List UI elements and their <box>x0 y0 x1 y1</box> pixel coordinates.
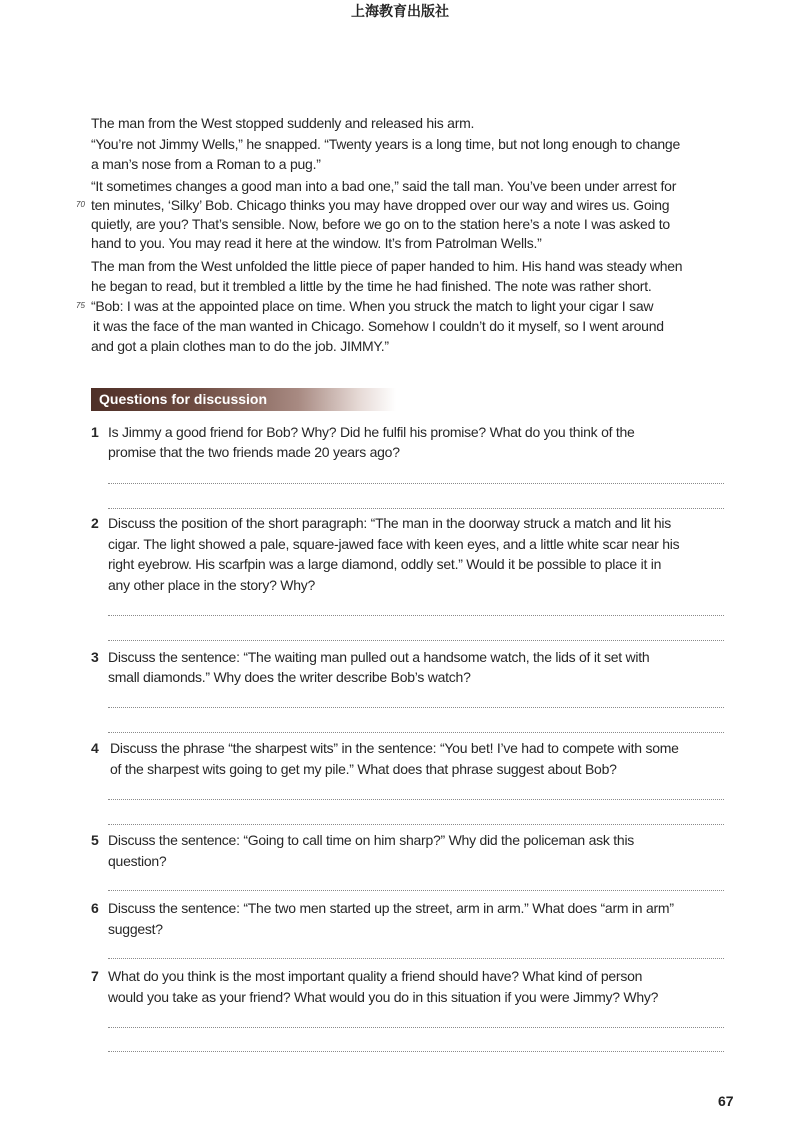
passage-line: quietly, are you? That’s sensible. Now, before we go on to the station here’s a note I was asked to <box>91 216 670 232</box>
line-number-marker: 70 <box>76 200 85 209</box>
question-text-line: What do you think is the most important quality a friend should have? What kind of person <box>108 968 643 984</box>
question-text-line: suggest? <box>108 921 163 937</box>
question-text-line: Discuss the sentence: “Going to call time on him sharp?” Why did the policeman ask this <box>108 832 635 848</box>
passage-line: “It sometimes changes a good man into a bad one,” said the tall man. You’ve been under arrest for <box>91 178 677 194</box>
passage-line: “You’re not Jimmy Wells,” he snapped. “Twenty years is a long time, but not long enough to change <box>91 136 680 152</box>
question-text-line: Is Jimmy a good friend for Bob? Why? Did he fulfil his promise? What do you think of the <box>108 424 635 440</box>
question-text-line: would you take as your friend? What would you do in this situation if you were Jimmy? Why? <box>108 989 659 1005</box>
question-text-line: right eyebrow. His scarfpin was a large diamond, oddly set.” Would it be possible to place it in <box>108 556 662 572</box>
question-text-line: question? <box>108 853 167 869</box>
passage-line: a man’s nose from a Roman to a pug.” <box>91 156 321 172</box>
answer-line <box>108 615 724 616</box>
answer-line <box>108 958 724 959</box>
question-number: 6 <box>91 900 99 916</box>
question-number: 1 <box>91 424 99 440</box>
passage-line: he began to read, but it trembled a little by the time he had finished. The note was rather short. <box>91 278 652 294</box>
answer-line <box>108 890 724 891</box>
question-number: 3 <box>91 649 99 665</box>
answer-line <box>108 799 724 800</box>
answer-line <box>108 640 724 641</box>
answer-line <box>108 483 724 484</box>
answer-line <box>108 732 724 733</box>
question-number: 5 <box>91 832 99 848</box>
question-text-line: Discuss the position of the short paragraph: “The man in the doorway struck a match and lit his <box>108 515 671 531</box>
question-text-line: any other place in the story? Why? <box>108 577 316 593</box>
passage-line: hand to you. You may read it here at the window. It’s from Patrolman Wells.” <box>91 235 542 251</box>
passage-line: The man from the West stopped suddenly and released his arm. <box>91 115 475 131</box>
passage-line: and got a plain clothes man to do the job. JIMMY.” <box>91 338 389 354</box>
answer-line <box>108 1027 724 1028</box>
page-number: 67 <box>718 1093 734 1109</box>
question-text-line: Discuss the sentence: “The two men started up the street, arm in arm.” What does “arm in arm” <box>108 900 674 916</box>
question-number: 2 <box>91 515 99 531</box>
section-heading-bar <box>91 388 396 411</box>
question-text-line: small diamonds.” Why does the writer describe Bob’s watch? <box>108 669 471 685</box>
passage-line: “Bob: I was at the appointed place on time. When you struck the match to light your cigar I saw <box>91 298 654 314</box>
question-number: 7 <box>91 968 99 984</box>
question-text-line: Discuss the phrase “the sharpest wits” in the sentence: “You bet! I’ve had to compete with some <box>110 740 679 756</box>
answer-line <box>108 1051 724 1052</box>
question-number: 4 <box>91 740 99 756</box>
section-title: Questions for discussion <box>99 391 268 407</box>
question-text-line: of the sharpest wits going to get my pile.” What does that phrase suggest about Bob? <box>110 761 617 777</box>
line-number-marker: 75 <box>76 301 85 310</box>
passage-line: ten minutes, ‘Silky’ Bob. Chicago thinks you may have dropped over our way and wires us. Going <box>91 197 670 213</box>
question-text-line: promise that the two friends made 20 years ago? <box>108 444 400 460</box>
question-text-line: Discuss the sentence: “The waiting man pulled out a handsome watch, the lids of it set with <box>108 649 650 665</box>
passage-line: it was the face of the man wanted in Chicago. Somehow I couldn’t do it myself, so I went around <box>93 318 664 334</box>
answer-line <box>108 508 724 509</box>
question-text-line: cigar. The light showed a pale, square-jawed face with keen eyes, and a little white scar near his <box>108 536 680 552</box>
publisher-header: 上海教育出版社 <box>351 4 449 20</box>
passage-line: The man from the West unfolded the little piece of paper handed to him. His hand was steady when <box>91 258 683 274</box>
answer-line <box>108 707 724 708</box>
answer-line <box>108 824 724 825</box>
